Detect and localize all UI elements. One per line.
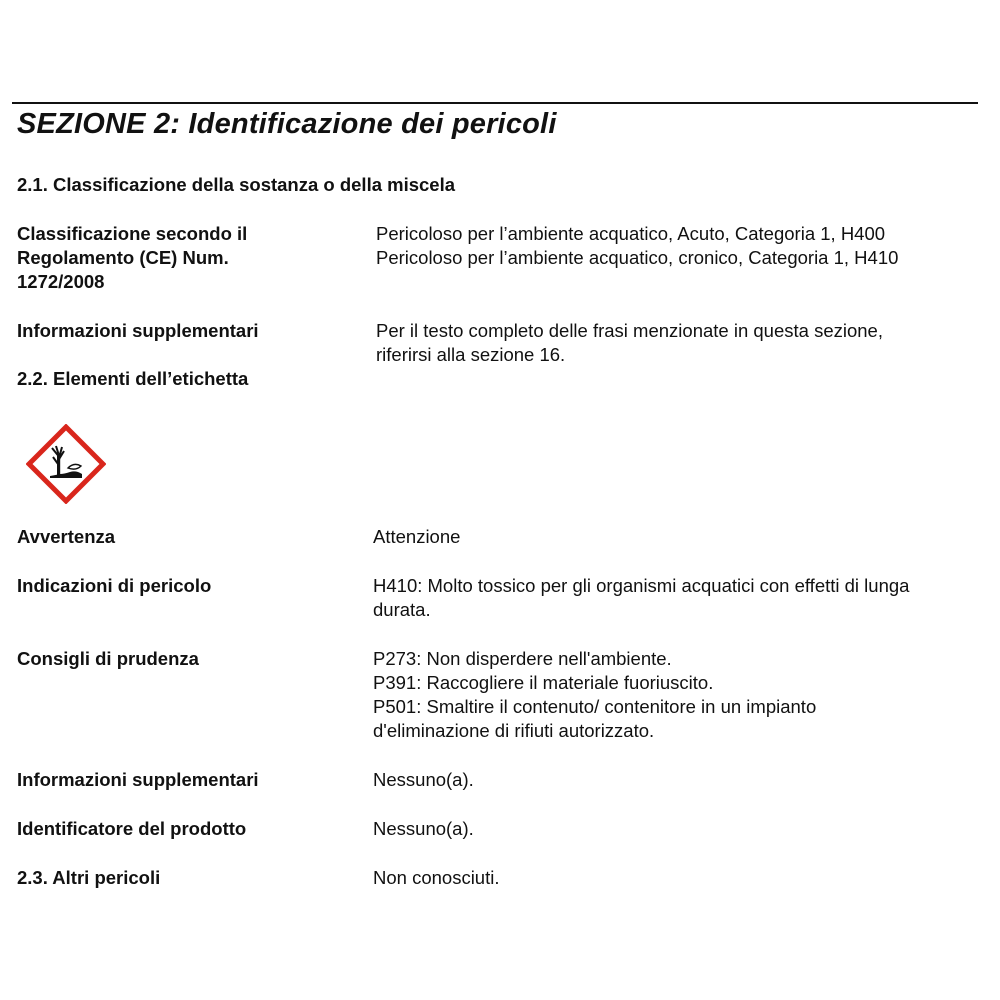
other-hazards-value: Non conosciuti. [373, 867, 500, 888]
value-line: Pericoloso per l’ambiente acquatico, cronico, Categoria 1, H410 [376, 247, 899, 268]
label-line: Regolamento (CE) Num. [17, 247, 229, 268]
value-line: durata. [373, 599, 431, 620]
supplementary-info-2-value: Nessuno(a). [373, 769, 474, 790]
value-line: riferirsi alla sezione 16. [376, 344, 566, 365]
supplementary-info-label: Informazioni supplementari [17, 320, 259, 341]
hazard-statements-value [373, 574, 909, 622]
value-line: P501: Smaltire il contenuto/ contenitore in un impianto [373, 696, 817, 717]
section-title: SEZIONE 2: Identificazione dei pericoli [17, 108, 557, 140]
value-line: H410: Molto tossico per gli organismi acquatici con effetti di lunga [373, 575, 910, 596]
pictogram-diamond [29, 427, 103, 501]
ghs09-environment-icon [26, 424, 106, 504]
classification-label [17, 222, 247, 294]
value-line: d'eliminazione di rifiuti autorizzato. [373, 720, 655, 741]
supplementary-info-value [376, 319, 883, 367]
classification-value [376, 222, 898, 270]
subsection-heading-2-3: 2.3. Altri pericoli [17, 867, 161, 888]
subsection-heading-2-1: 2.1. Classificazione della sostanza o della miscela [17, 174, 456, 195]
product-identifier-value: Nessuno(a). [373, 818, 474, 839]
label-line: Classificazione secondo il [17, 223, 248, 244]
value-line: Pericoloso per l’ambiente acquatico, Acuto, Categoria 1, H400 [376, 223, 886, 244]
signal-word-value: Attenzione [373, 526, 461, 547]
subsection-heading-2-2: 2.2. Elementi dell’etichetta [17, 368, 249, 389]
value-line: Per il testo completo delle frasi menzionate in questa sezione, [376, 320, 883, 341]
precautionary-statements-label: Consigli di prudenza [17, 648, 199, 669]
supplementary-info-2-label: Informazioni supplementari [17, 769, 259, 790]
precautionary-statements-value [373, 647, 816, 743]
product-identifier-label: Identificatore del prodotto [17, 818, 247, 839]
value-line: P273: Non disperdere nell'ambiente. [373, 648, 672, 669]
signal-word-label: Avvertenza [17, 526, 116, 547]
section-divider [12, 102, 978, 104]
label-line: 1272/2008 [17, 271, 105, 292]
value-line: P391: Raccogliere il materiale fuoriuscito. [373, 672, 714, 693]
hazard-statements-label: Indicazioni di pericolo [17, 575, 212, 596]
